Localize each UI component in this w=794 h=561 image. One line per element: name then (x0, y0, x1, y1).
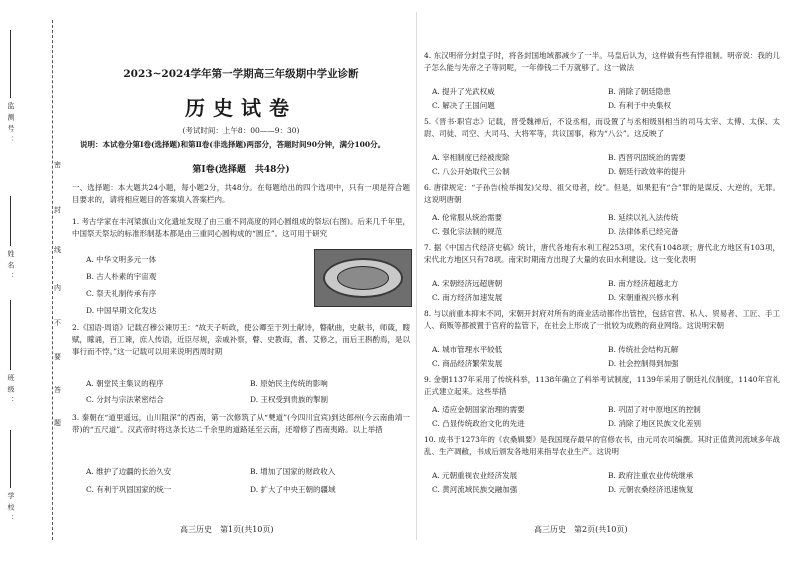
seal-line (52, 20, 53, 540)
q6-option-a[interactable]: A. 伦常服从统治需要 (432, 213, 503, 222)
question-7-stem: 7. 据《中国古代经济史稿》统计，唐代各地有水利工程253项，宋代有1048项；唐代北方地区有103项，宋代北方地区只有78项。南宋时期南方出现了大量的农田水利建设。这一变化表明 (424, 243, 780, 265)
q4-option-c[interactable]: C. 解决了王国问题 (432, 101, 495, 110)
exam-time: (考试时间：上午8：00——9：30) (182, 126, 300, 135)
q1-option-c[interactable]: C. 祭天礼制传承有序 (86, 289, 157, 298)
q8-option-c[interactable]: C. 商品经济繁荣发展 (432, 359, 503, 368)
school-underline (10, 430, 11, 488)
q6-option-b[interactable]: B. 延续以礼入法传统 (608, 213, 679, 222)
question-6-stem: 6. 唐律规定：“子孙告(检举揭发)父母、祖父母者，绞”。但是，如果犯有“合”罪的是谋反、大逆的，无罪。这说明唐朝 (424, 183, 780, 205)
seal-word: 要 (54, 353, 61, 361)
q7-option-c[interactable]: C. 南方经济加速发展 (432, 293, 503, 302)
q3-option-a[interactable]: A. 维护了边疆的长治久安 (86, 467, 172, 476)
question-10-stem: 10. 成书于1273年的《农桑辑要》是我国现存最早的官修农书，由元司农司编撰。其时正值黄河流域多年战乱、生产凋敝，书成后颁发各地用来指导农业生产。这说明 (424, 435, 780, 457)
q7-option-d[interactable]: D. 宋朝重视兴修水利 (608, 293, 679, 302)
school-number-underline (10, 30, 11, 98)
q4-option-d[interactable]: D. 有利于中央集权 (608, 101, 672, 110)
name-underline (10, 196, 11, 246)
q4-option-a[interactable]: A. 提升了光武权威 (432, 87, 495, 96)
q1-option-b[interactable]: B. 古人朴素的宇宙观 (86, 272, 157, 281)
q10-option-a[interactable]: A. 元朝重视农业经济发展 (432, 471, 518, 480)
school-label: 学 校 ： (7, 492, 15, 523)
altar-figure (314, 249, 412, 307)
question-5-stem: 5.《晋书·职官志》记载，晋受魏禅后，不设丞相，而设置了与丞相级别相当的司马太宰、太傅、太保、太尉、司徒、司空、大司马、大将军等，共议国事，称为“八公”。这反映了 (424, 117, 780, 139)
q2-option-b[interactable]: B. 原始民主传统的影响 (250, 379, 328, 388)
seal-word: 题 (54, 419, 61, 427)
page-footer: 高三历史 第2页(共10页) (534, 525, 628, 534)
q2-option-a[interactable]: A. 朝堂民主集议的程序 (86, 379, 164, 388)
name-label: 姓 名 ： (7, 250, 15, 281)
exam-page-2 (424, 0, 780, 561)
q3-option-c[interactable]: C. 有利于巩固国家的统一 (86, 485, 172, 494)
q5-option-c[interactable]: C. 八公开始取代三公制 (432, 167, 510, 176)
binding-margin (0, 0, 64, 561)
page-divider (416, 12, 417, 540)
question-1-stem: 1. 考古学家在丰河梁旗山文化遗址发现了由三重不同高度的同心圆组成的祭坛(右图)。后来几千年里，中国祭天祭坛的标准形制基本都是由三重同心圆构成的“圆丘”。这可用于研究 (72, 217, 410, 239)
choice-instruction: 一、选择题：本大题共24小题，每小题2分，共48分。在每题给出的四个选项中，只有一项是符合题目要求的，请将相应题目的答案填入答案栏内。 (72, 183, 410, 205)
q8-option-b[interactable]: B. 传统社会结构瓦解 (608, 345, 679, 354)
q3-option-b[interactable]: B. 增加了国家的财政收入 (250, 467, 336, 476)
q6-option-c[interactable]: C. 强化宗法制的规范 (432, 227, 503, 236)
q2-option-c[interactable]: C. 分封与宗法紧密结合 (86, 395, 164, 404)
seal-word: 不 (54, 319, 61, 327)
exam-instructions: 说明：本试卷分第Ⅰ卷(选择题)和第Ⅱ卷(非选择题)两部分，答题时间90分钟，满分100分。 (80, 140, 386, 149)
seal-word: 密 (54, 161, 61, 169)
section-title: 第Ⅰ卷(选择题 共48分) (192, 165, 290, 175)
question-2-stem: 2.《国语·周语》记载召穆公谏厉王：“故天子听政，使公卿至于列士献诗，瞽献曲，史献书，师箴，瞍赋，矇诵，百工谏，庶人传语，近臣尽规，亲戚补察，瞽、史教诲，耆、艾修之，而后王斟酌焉，是以事行而不悖。”这一记载可以用来说明西周时期 (72, 323, 410, 357)
q5-option-d[interactable]: D. 朝廷行政效率的提升 (608, 167, 687, 176)
school-number-label: 监 测 号 ： (7, 102, 15, 144)
q7-option-b[interactable]: B. 南方经济超越北方 (608, 279, 679, 288)
altar-inner-ring (337, 266, 389, 290)
seal-word: 线 (54, 246, 61, 254)
exam-page-1 (72, 0, 410, 561)
q5-option-b[interactable]: B. 西晋巩固统治的需要 (608, 153, 686, 162)
q8-option-a[interactable]: A. 城市管理水平较低 (432, 345, 503, 354)
q1-option-a[interactable]: A. 中华文明多元一体 (86, 255, 157, 264)
q10-option-b[interactable]: B. 政府注重农业传统继承 (608, 471, 694, 480)
seal-word: 封 (54, 206, 61, 214)
q1-option-d[interactable]: D. 中国早期文化发达 (86, 306, 157, 315)
q10-option-c[interactable]: C. 黄河流域民族交融加强 (432, 485, 518, 494)
subject-title: 历史试卷 (185, 96, 297, 120)
q9-option-a[interactable]: A. 适应金朝国家治理的需要 (432, 405, 525, 414)
class-underline (10, 300, 11, 370)
q3-option-d[interactable]: D. 扩大了中央王朝的疆域 (250, 485, 336, 494)
seal-word: 答 (54, 386, 61, 394)
q7-option-a[interactable]: A. 宋朝经济远超唐朝 (432, 279, 503, 288)
q4-option-b[interactable]: B. 消除了朝廷隐患 (608, 87, 671, 96)
q10-option-d[interactable]: D. 元朝农桑经济迅速恢复 (608, 485, 694, 494)
q5-option-a[interactable]: A. 宰相制度已经被废除 (432, 153, 510, 162)
seal-word: 内 (54, 284, 61, 292)
question-3-stem: 3. 秦朝在“道里遥远，山川阻深”的西南，第一次修筑了从“僰道”(今四川宜宾)到达郎州(今云南曲靖一带)的“五尺道”。汉武帝时将这条长达二千余里的道路延至云南，还增修了西南夷路。以上举措 (72, 413, 410, 435)
q9-option-c[interactable]: C. 凸显传统政治文化的先进 (432, 419, 525, 428)
exam-title: 2023~2024学年第一学期高三年级期中学业诊断 (123, 68, 359, 80)
question-8-stem: 8. 与以前重本抑末不同，宋朝开封府对所有的商业活动都作出管控，包括官营、私人、贸易者、工匠、手工人、商贩等都被置于官府的监管下，在社会上形成了一批较为成熟的商业网络。这说明宋朝 (424, 309, 780, 331)
class-label: 班 级 ： (7, 374, 15, 405)
q6-option-d[interactable]: D. 法律体系已经完备 (608, 227, 679, 236)
q9-option-b[interactable]: B. 巩固了对中原地区的控制 (608, 405, 701, 414)
question-9-stem: 9. 金朝1137年采用了传统科举，1138年确立了科举考试制度，1139年采用了朝廷礼仪制度，1140年官礼正式建立起来。这些举措 (424, 375, 780, 397)
question-4-stem: 4. 东汉明帝分封皇子时，将各封国地域都减少了一半。马皇后认为，这样做有些有悖祖制。明帝说：我的儿子怎么能与先帝之子等同呢，一年俸钱二千万就够了。这一做法 (424, 51, 780, 73)
q9-option-d[interactable]: D. 消除了地区民族文化差别 (608, 419, 702, 428)
q8-option-d[interactable]: D. 社会控制得到加强 (608, 359, 679, 368)
page-footer: 高三历史 第1页(共10页) (180, 525, 274, 534)
q2-option-d[interactable]: D. 王权受到贵族的掣制 (250, 395, 329, 404)
